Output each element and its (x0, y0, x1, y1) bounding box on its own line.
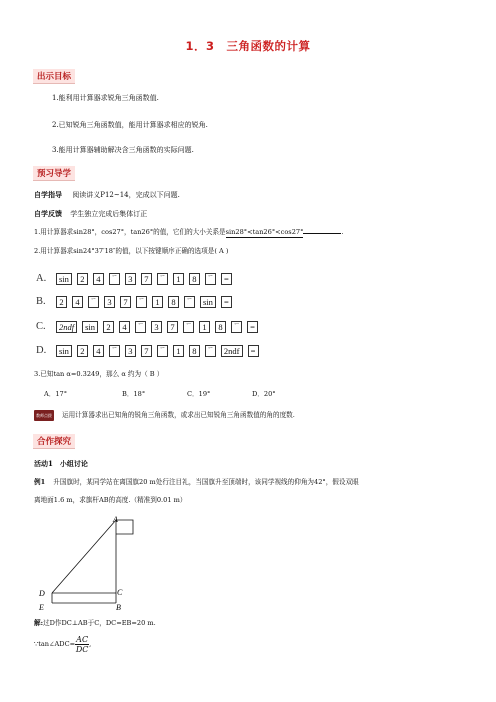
fraction-ac-dc (75, 635, 92, 654)
solution-label: 解: (34, 619, 44, 627)
choice-b: B．18° (122, 390, 146, 398)
feedback-label: 自学反馈 (34, 209, 62, 218)
choice-d: D．20° (252, 390, 276, 398)
key-digit: 3 (104, 296, 115, 308)
goal-2: 2.已知锐角三角函数值，能用计算器求相应的锐角. (52, 121, 208, 129)
solution-text: 过D作DC⊥AB于C，DC=EB=20 m. (43, 619, 156, 627)
sight-line (52, 520, 116, 593)
key-sin: sin (200, 296, 216, 308)
feedback-text: 学生独立完成后集体订正 (70, 210, 148, 218)
key-digit: 7 (120, 296, 131, 308)
key-digit: 8 (189, 273, 200, 285)
question-1 (34, 228, 344, 238)
key-digit: 7 (141, 345, 152, 357)
option-a-row (36, 271, 237, 286)
key-dms: °′″ (136, 296, 147, 308)
key-digit: 3 (125, 273, 136, 285)
fraction-denominator: DC (75, 645, 89, 654)
section-header-explore: 合作探究 (33, 434, 75, 449)
key-digit: 8 (168, 296, 179, 308)
key-dms: °′″ (231, 321, 242, 333)
choice-c: C．19° (187, 390, 211, 398)
label-c: C (117, 588, 123, 597)
choice-a: A．17° (44, 390, 68, 398)
key-digit: 3 (125, 345, 136, 357)
label-b: B (116, 603, 121, 612)
tan-prefix: ∵tan∠ADC= (34, 640, 76, 648)
question-1-text: 1.用计算器求sin28°，cos27°，tan26°的值，它们的大小关系是 (34, 228, 226, 236)
key-digit: 3 (151, 321, 162, 333)
option-d-row (36, 343, 264, 358)
fraction-numerator: AC (76, 635, 89, 644)
key-dms: °′″ (88, 296, 99, 308)
key-dms: °′″ (157, 273, 168, 285)
option-letter: A. (36, 273, 47, 284)
teacher-tip-text: 运用计算器求出已知角的锐角三角函数，或求出已知锐角三角函数值的角的度数. (62, 411, 295, 419)
key-digit: 2 (77, 345, 88, 357)
example-label: 例1 (34, 478, 46, 486)
key-equals: = (221, 296, 232, 308)
key-equals: = (221, 273, 232, 285)
label-d: D (39, 589, 45, 598)
key-dms: °′″ (205, 273, 216, 285)
label-e: E (39, 603, 44, 612)
section-header-goals: 出示目标 (33, 69, 75, 84)
key-dms: °′″ (184, 296, 195, 308)
example-1-line-1 (34, 478, 359, 487)
flag-shape (116, 520, 133, 534)
teacher-tip (34, 410, 295, 421)
self-study-text: 阅读讲义P12~14，完成以下问题. (72, 191, 180, 199)
goal-3: 3.能用计算器辅助解决含三角函数的实际问题. (52, 146, 194, 154)
solution-line-1 (34, 619, 156, 628)
self-study-label: 自学指导 (34, 190, 62, 199)
solution-line-2 (34, 635, 91, 654)
key-digit: 7 (167, 321, 178, 333)
question-1-answer: sin28°<tan26°<cos27° (225, 228, 304, 236)
key-dms: °′″ (183, 321, 194, 333)
key-dms: °′″ (157, 345, 168, 357)
activity-title: 活动1 小组讨论 (34, 459, 88, 468)
teacher-tip-badge: 教师点拨 (34, 410, 54, 421)
option-letter: C. (36, 321, 46, 332)
question-1-end: . (341, 228, 344, 236)
option-letter: B. (36, 296, 46, 307)
question-3: 3.已知tan α=0.3249，那么 α 约为（ B ） (34, 370, 164, 378)
key-digit: 2 (77, 273, 88, 285)
example-text: 升国旗时，某同学站在离国旗20 m处行注目礼，当国旗升至顶端时，该同学视线的仰角为42°，假设双眼 (53, 478, 359, 486)
self-study-feedback (34, 209, 147, 219)
option-letter: D. (36, 345, 47, 356)
key-digit: 1 (199, 321, 210, 333)
page-title: 1．3 三角函数的计算 (185, 39, 311, 53)
example-1-line-2: 离地面1.6 m，求旗杆AB的高度.（精准到0.01 m） (34, 496, 187, 504)
key-digit: 4 (119, 321, 130, 333)
option-b-row (36, 294, 237, 309)
label-a: A (113, 515, 118, 524)
key-dms: °′″ (109, 273, 120, 285)
key-digit: 1 (173, 345, 184, 357)
key-2ndf: 2ndf (221, 345, 243, 357)
key-digit: 7 (141, 273, 152, 285)
section-header-preview: 预习导学 (33, 166, 75, 181)
option-c-row (36, 319, 263, 334)
key-sin: sin (56, 345, 72, 357)
key-digit: 8 (215, 321, 226, 333)
self-study-guide (34, 190, 180, 200)
key-equals: = (247, 321, 258, 333)
key-dms: °′″ (135, 321, 146, 333)
key-equals: = (248, 345, 259, 357)
question-2: 2.用计算器求sin24°37′18″的值，以下按键顺序正确的选项是( A ) (34, 247, 229, 255)
key-digit: 4 (93, 273, 104, 285)
key-digit: 2 (103, 321, 114, 333)
flagpole-diagram (30, 510, 150, 615)
key-digit: 1 (173, 273, 184, 285)
key-2ndf: 2ndf (56, 321, 77, 333)
key-digit: 4 (72, 296, 83, 308)
key-digit: 8 (189, 345, 200, 357)
answer-blank-extension (303, 233, 341, 234)
goal-1: 1.能利用计算器求锐角三角函数值. (52, 94, 159, 102)
key-sin: sin (56, 273, 72, 285)
key-dms: °′″ (205, 345, 216, 357)
key-sin: sin (82, 321, 98, 333)
key-digit: 2 (56, 296, 67, 308)
tan-suffix: , (89, 640, 92, 648)
key-digit: 4 (93, 345, 104, 357)
key-digit: 1 (152, 296, 163, 308)
key-dms: °′″ (109, 345, 120, 357)
